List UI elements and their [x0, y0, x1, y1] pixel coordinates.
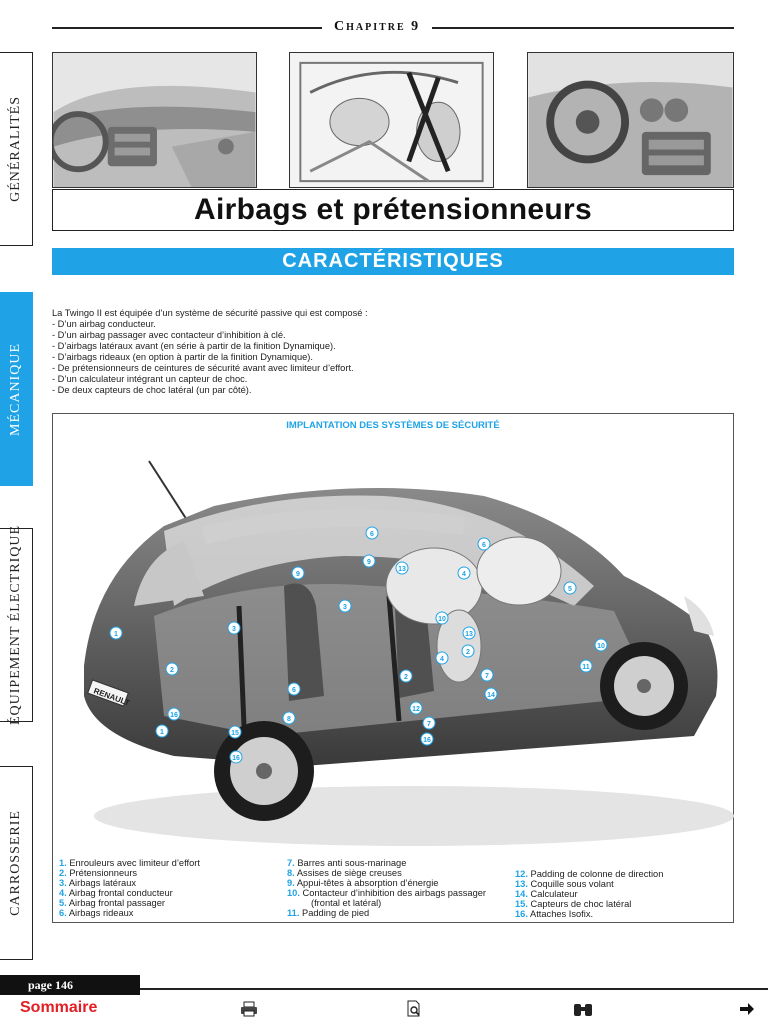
- tab-label: MÉCANIQUE: [8, 342, 23, 436]
- legend-item: 10. Contacteur d’inhibition des airbags passager: [287, 888, 486, 898]
- intro-item: - D’un airbag conducteur.: [52, 319, 156, 329]
- legend-item: 8. Assises de siège creuses: [287, 868, 402, 878]
- intro-item: - D’un calculateur intégrant un capteur de choc.: [52, 374, 248, 384]
- legend-item: 15. Capteurs de choc latéral: [515, 899, 632, 909]
- legend-column-3: [515, 869, 663, 919]
- print-icon[interactable]: [240, 1000, 258, 1018]
- callout-number: 4: [462, 571, 466, 578]
- legend-column-1: [59, 858, 200, 918]
- intro-item: - D’airbags latéraux avant (en série à partir de la finition Dynamique).: [52, 341, 336, 351]
- safety-systems-figure: [52, 413, 734, 923]
- binoculars-icon[interactable]: [572, 1000, 594, 1018]
- tab-label: GÉNÉRALITÉS: [8, 96, 23, 202]
- intro-item: - D’un airbag passager avec contacteur d’inhibition à clé.: [52, 330, 286, 340]
- legend-item: (frontal et latéral): [311, 898, 382, 908]
- dashboard-thumbnail-right: [527, 52, 734, 188]
- callout-number: 14: [487, 692, 495, 699]
- legend-item: 4. Airbag frontal conducteur: [59, 888, 173, 898]
- legend-item: 3. Airbags latéraux: [59, 878, 137, 888]
- callout-number: 9: [296, 571, 300, 578]
- callout-number: 7: [427, 721, 431, 728]
- legend-item: 12. Padding de colonne de direction: [515, 869, 664, 879]
- callout-number: 12: [412, 706, 420, 713]
- callout-number: 15: [231, 730, 239, 737]
- callout-number: 8: [287, 716, 291, 723]
- tab-generalites[interactable]: [0, 52, 33, 246]
- callout-number: 6: [482, 542, 486, 549]
- figure-title: IMPLANTATION DES SYSTÈMES DE SÉCURITÉ: [286, 420, 500, 431]
- callout-number: 4: [440, 656, 444, 663]
- next-arrow-icon[interactable]: [738, 1000, 756, 1018]
- legend-item: 9. Appui-têtes à absorption d’énergie: [287, 878, 439, 888]
- intro-item: - De deux capteurs de choc latéral (un par côté).: [52, 385, 252, 395]
- callout-number: 5: [568, 586, 572, 593]
- callout-number: 2: [170, 667, 174, 674]
- tab-label: ÉQUIPEMENT ÉLECTRIQUE: [8, 525, 23, 725]
- legend-column-2: [287, 858, 486, 918]
- callout-number: 6: [370, 531, 374, 538]
- callout-number: 3: [232, 626, 236, 633]
- callout-number: 16: [170, 712, 178, 719]
- legend-item: 1. Enrouleurs avec limiteur d’effort: [59, 858, 200, 868]
- legend-item: 2. Prétensionneurs: [59, 868, 138, 878]
- callout-number: 1: [160, 729, 164, 736]
- tab-label: CARROSSERIE: [8, 810, 23, 916]
- callout-number: 6: [292, 687, 296, 694]
- tab-carrosserie[interactable]: [0, 766, 33, 960]
- search-document-icon[interactable]: [405, 1000, 423, 1018]
- legend-item: 6. Airbags rideaux: [59, 908, 134, 918]
- legend-item: 13. Coquille sous volant: [515, 879, 614, 889]
- page-title-box: [52, 189, 734, 231]
- legend-item: 14. Calculateur: [515, 889, 578, 899]
- callout-number: 1: [114, 631, 118, 638]
- callout-number: 10: [438, 616, 446, 623]
- page-title: Airbags et prétensionneurs: [194, 193, 592, 226]
- callout-number: 2: [466, 649, 470, 656]
- intro-text: [52, 308, 652, 396]
- callout-number: 16: [423, 737, 431, 744]
- callout-number: 2: [404, 674, 408, 681]
- callout-number: 3: [343, 604, 347, 611]
- car-cutaway-illustration: [54, 436, 734, 856]
- callout-number: 11: [582, 664, 590, 671]
- callout-number: 16: [232, 755, 240, 762]
- footer-rule-right: [140, 988, 768, 990]
- section-title: CARACTÉRISTIQUES: [282, 250, 504, 272]
- callout-number: 7: [485, 673, 489, 680]
- section-band: [52, 248, 734, 275]
- tab-equipement-electrique[interactable]: [0, 525, 33, 725]
- legend-item: 5. Airbag frontal passager: [59, 898, 165, 908]
- page-number: page 146: [0, 975, 140, 995]
- chapter-title: Chapitre 9: [322, 19, 432, 35]
- callout-number: 13: [465, 631, 473, 638]
- callout-number: 13: [398, 566, 406, 573]
- sommaire-link[interactable]: Sommaire: [20, 999, 98, 1016]
- intro-lead: La Twingo II est équipée d’un système de sécurité passive qui est composé :: [52, 308, 368, 318]
- plate-text: RENAULT: [92, 686, 131, 708]
- airbag-deploy-thumbnail: [289, 52, 494, 188]
- legend-item: 11. Padding de pied: [287, 908, 370, 918]
- intro-item: - D’airbags rideaux (en option à partir de la finition Dynamique).: [52, 352, 313, 362]
- callout-number: 9: [367, 559, 371, 566]
- tab-mecanique[interactable]: [0, 292, 33, 486]
- callout-number: 10: [597, 643, 605, 650]
- intro-item: - De prétensionneurs de ceintures de sécurité avant avec limiteur d’effort.: [52, 363, 354, 373]
- legend-item: 7. Barres anti sous-marinage: [287, 858, 407, 868]
- dashboard-thumbnail-left: [52, 52, 257, 188]
- legend-item: 16. Attaches Isofix.: [515, 909, 594, 919]
